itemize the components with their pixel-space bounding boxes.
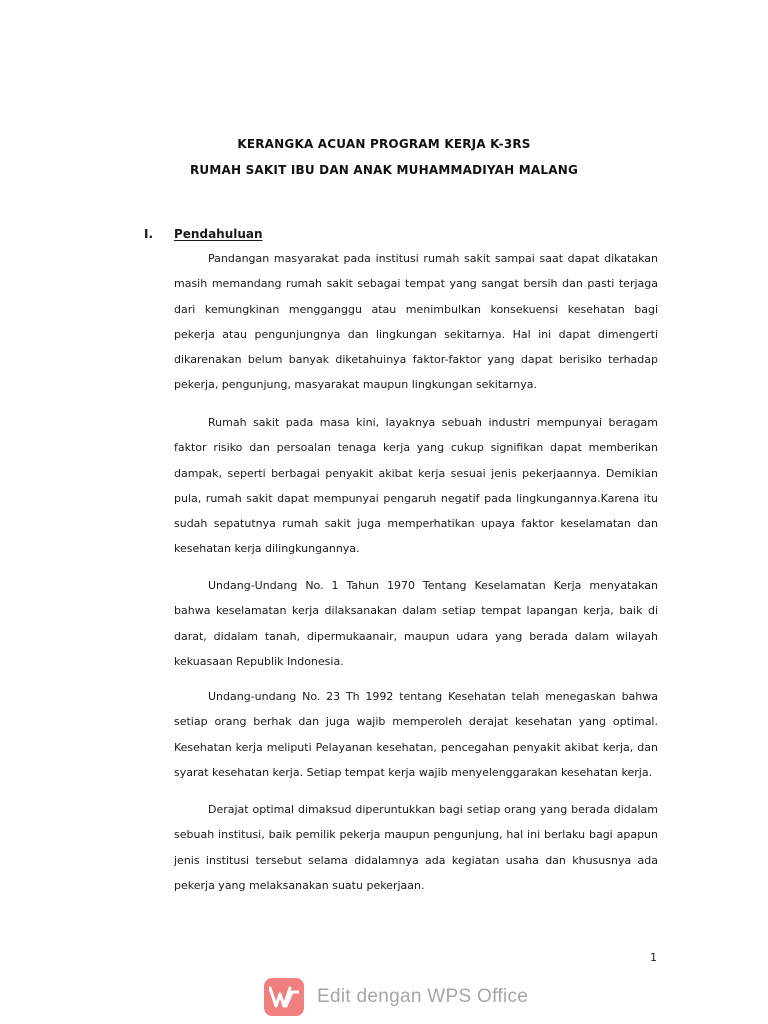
- paragraph: Undang-undang No. 23 Th 1992 tentang Kesehatan telah menegaskan bahwa setiap orang berhak dan juga wajib memperoleh derajat kesehatan yang optimal. Kesehatan kerja meliputi Pelayanan kesehatan, pencegahan penyakit akibat kerja, dan syarat kesehatan kerja. Setiap tempat kerja wajib menyelenggarakan kesehatan kerja.: [174, 690, 658, 779]
- wps-logo-icon: [264, 978, 304, 1016]
- paragraph: Derajat optimal dimaksud diperuntukkan bagi setiap orang yang berada didalam sebuah institusi, baik pemilik pekerja maupun pengunjung, hal ini berlaku bagi apapun jenis institusi tersebut selama didalamnya ada kegiatan usaha dan khususnya ada pekerja yang melaksanakan suatu pekerjaan.: [174, 803, 658, 892]
- paragraph: Undang-Undang No. 1 Tahun 1970 Tentang Keselamatan Kerja menyatakan bahwa keselamatan kerja dilaksanakan dalam setiap tempat lapangan kerja, baik di darat, didalam tanah, dipermukaanair, maupun udara yang berada dalam wilayah kekuasaan Republik Indonesia.: [174, 579, 658, 668]
- paragraph: Pandangan masyarakat pada institusi rumah sakit sampai saat dapat dikatakan masih memandang rumah sakit sebagai tempat yang sangat bersih dan pasti terjaga dari kemungkinan mengganggu atau menimbulkan konsekuensi kesehatan bagi pekerja atau pengunjungnya dan lingkungan sekitarnya. Hal ini dapat dimengerti dikarenakan belum banyak diketahuinya faktor-faktor yang dapat berisiko terhadap pekerja, pengunjung, masyarakat maupun lingkungan sekitarnya.: [174, 252, 658, 392]
- document-title-line2: RUMAH SAKIT IBU DAN ANAK MUHAMMADIYAH MALANG: [189, 163, 579, 177]
- wps-edit-label[interactable]: Edit dengan WPS Office: [317, 986, 529, 1007]
- page-number: 1: [650, 951, 657, 964]
- section-title: Pendahuluan: [174, 227, 263, 241]
- document-title-line1: KERANGKA ACUAN PROGRAM KERJA K-3RS: [237, 137, 531, 151]
- section-number: I.: [144, 227, 154, 241]
- wps-edit-banner[interactable]: [264, 977, 528, 1017]
- paragraph: Rumah sakit pada masa kini, layaknya sebuah industri mempunyai beragam faktor risiko dan persoalan tenaga kerja yang cukup signifikan dapat memberikan dampak, seperti berbagai penyakit akibat kerja sesuai jenis pekerjaannya. Demikian pula, rumah sakit dapat mempunyai pengaruh negatif pada lingkungannya.Karena itu sudah sepatutnya rumah sakit juga memperhatikan upaya faktor keselamatan dan kesehatan kerja dilingkungannya.: [174, 416, 658, 556]
